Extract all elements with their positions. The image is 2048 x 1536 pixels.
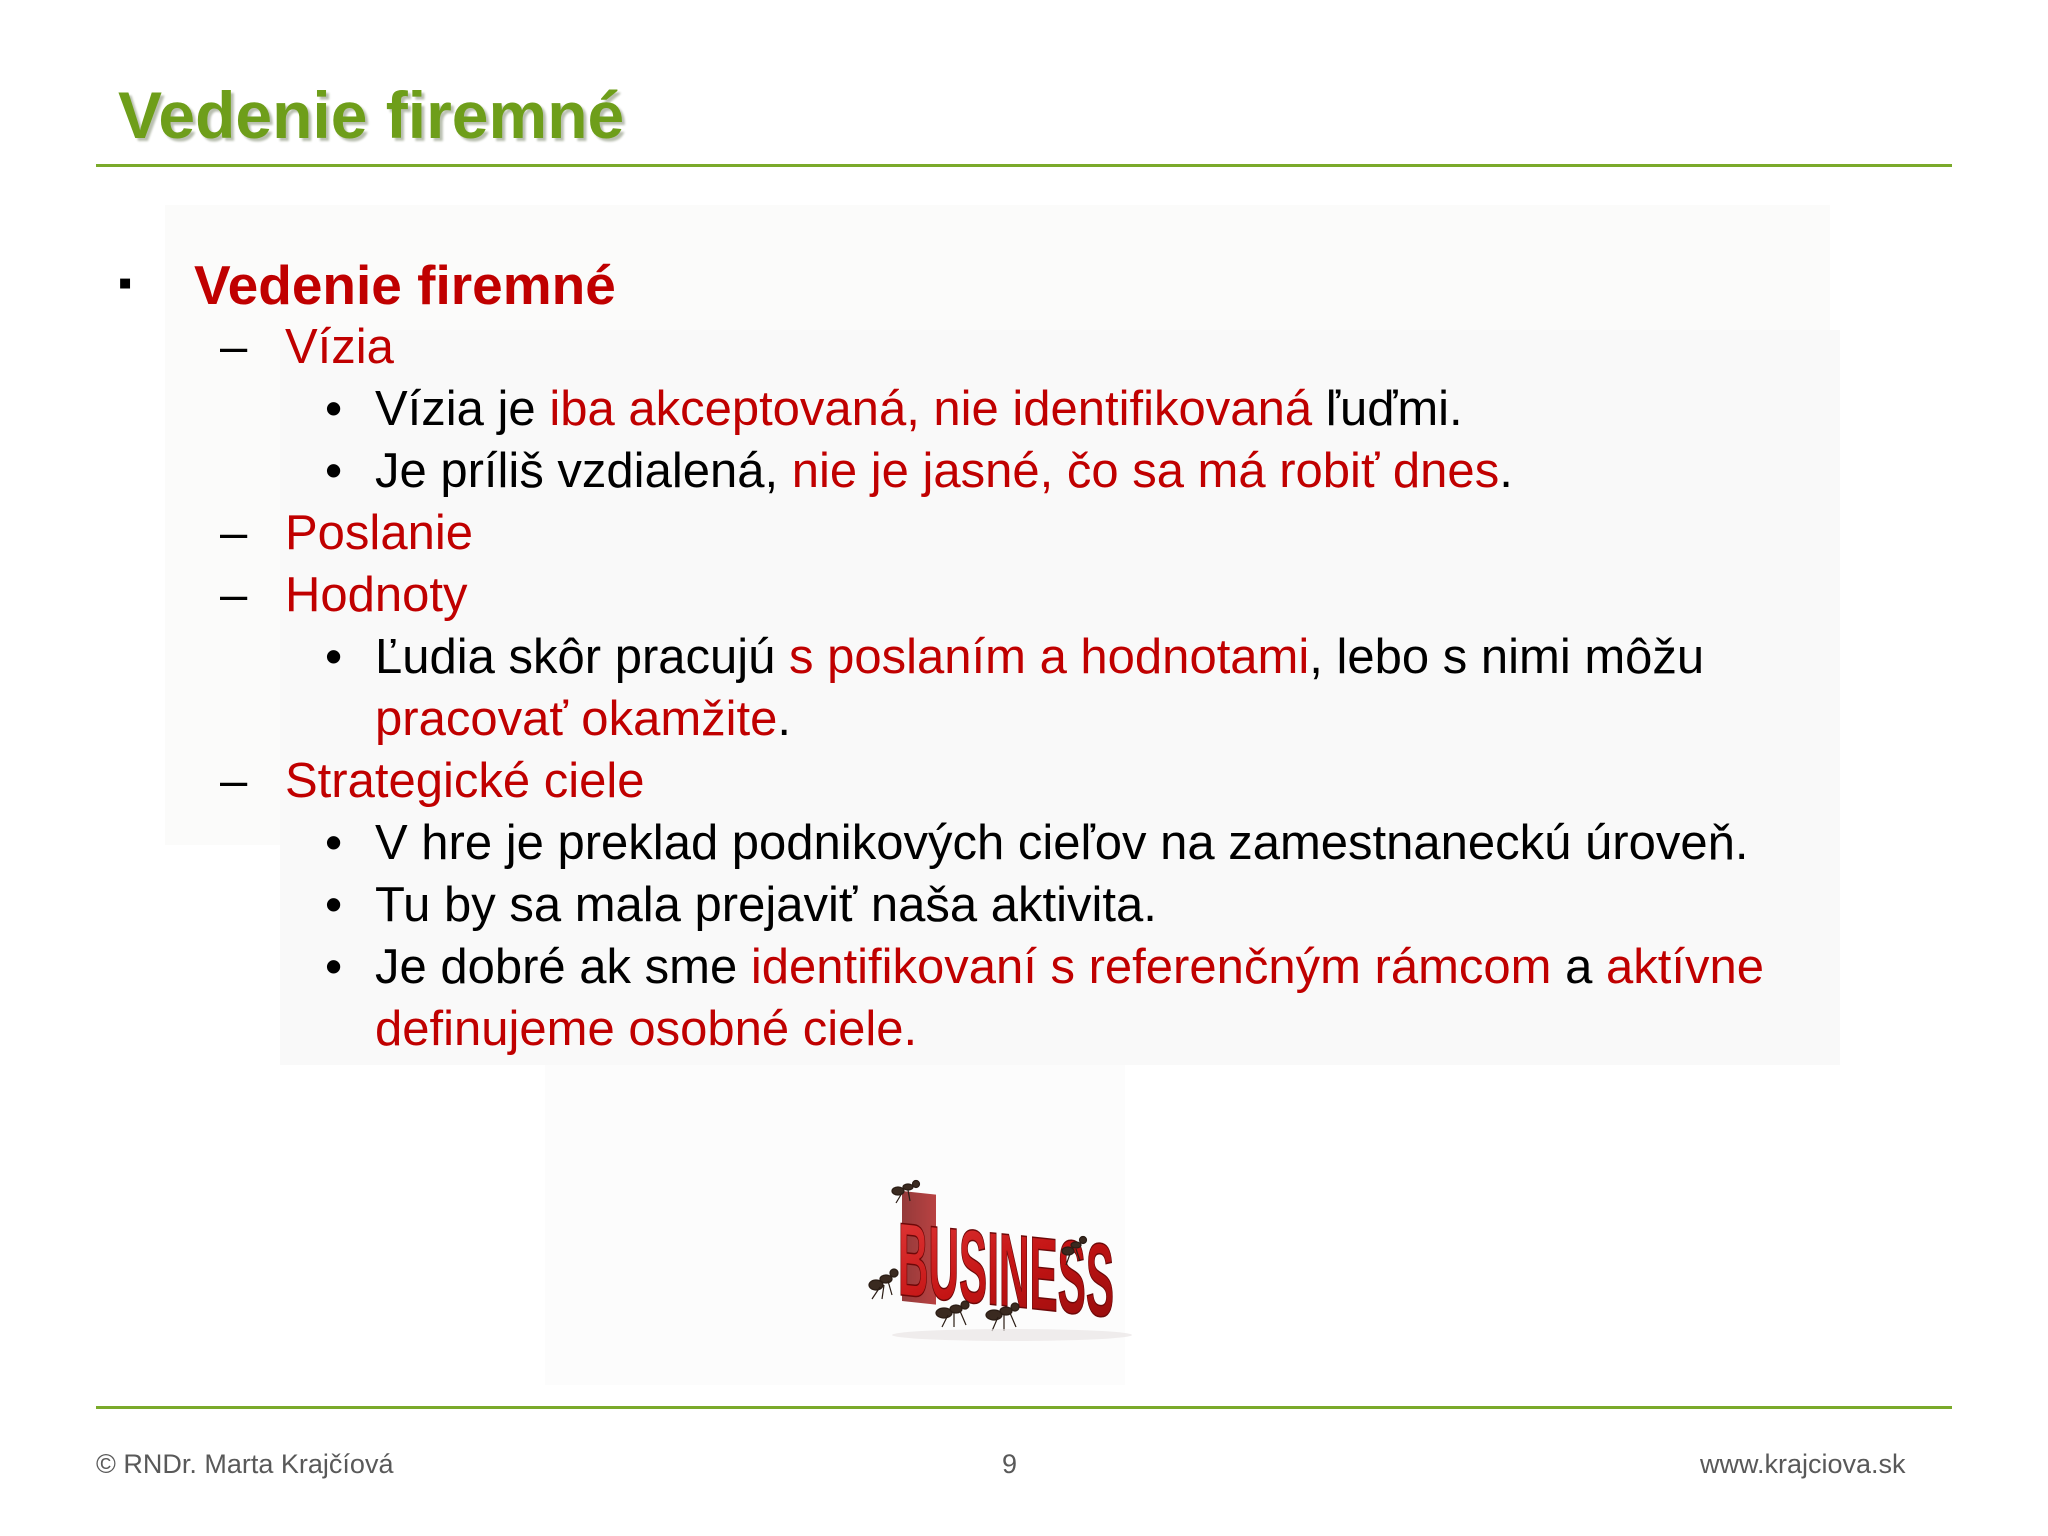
logo-letters: BUSINESS	[898, 1201, 1430, 1374]
dash-bullet: –	[220, 320, 248, 374]
text-run: .	[777, 692, 792, 746]
sub-heading-hodnoty: Hodnoty	[285, 568, 468, 622]
ant-icon	[869, 1269, 898, 1299]
sub-heading-poslanie: Poslanie	[285, 506, 473, 560]
text-run: ľuďmi.	[1312, 382, 1463, 436]
highlight-text: aktívne	[1605, 940, 1764, 994]
sub-heading-ciele: Strategické ciele	[285, 754, 645, 808]
text-run: Ľudia skôr pracujú	[375, 630, 790, 684]
dot-bullet: •	[325, 816, 343, 870]
list-item	[375, 378, 1463, 440]
dot-bullet: •	[325, 878, 343, 932]
business-ants-image	[862, 1165, 1430, 1374]
text-run: a	[1551, 940, 1606, 994]
dash-bullet: –	[220, 568, 248, 622]
dot-bullet: •	[325, 382, 343, 436]
dot-bullet: •	[325, 940, 343, 994]
list-item: Tu by sa mala prejaviť naša aktivita.	[375, 878, 1157, 932]
dash-bullet: –	[220, 506, 248, 560]
text-run: Je príliš vzdialená,	[375, 444, 792, 498]
highlight-text: identifikovaní s referenčným rámcom	[750, 940, 1552, 994]
text-run: Je dobré ak sme	[375, 940, 751, 994]
dash-bullet: –	[220, 754, 248, 808]
dot-bullet: •	[325, 444, 343, 498]
slide-title: Vedenie firemné	[118, 78, 625, 152]
highlight-text: pracovať okamžite	[375, 692, 778, 746]
page-number: 9	[1002, 1449, 1018, 1479]
list-item	[375, 936, 1764, 998]
list-item	[375, 626, 1704, 688]
list-item-continuation	[375, 688, 791, 750]
section-heading: Vedenie firemné	[194, 254, 616, 316]
square-bullet: ▪	[118, 261, 133, 305]
highlight-text: iba akceptovaná, nie identifikovaná	[549, 382, 1313, 436]
business-illustration	[862, 1165, 1430, 1374]
list-item	[375, 440, 1513, 502]
footer-website: www.krajciova.sk	[1700, 1449, 1906, 1479]
footer-author: © RNDr. Marta Krajčíová	[96, 1449, 394, 1479]
text-run: .	[1499, 444, 1513, 498]
highlight-text: nie je jasné, čo sa má robiť dnes	[791, 444, 1500, 498]
list-item: V hre je preklad podnikových cieľov na zamestnaneckú úroveň.	[375, 816, 1749, 870]
sub-heading-vizia: Vízia	[285, 320, 394, 374]
title-divider	[96, 164, 1952, 167]
list-item-continuation: definujeme osobné ciele.	[375, 1002, 918, 1056]
footer-divider	[96, 1406, 1952, 1409]
dot-bullet: •	[325, 630, 343, 684]
text-run: , lebo s nimi môžu	[1309, 630, 1705, 684]
text-run: Vízia je	[375, 382, 550, 436]
highlight-text: s poslaním a hodnotami	[789, 630, 1310, 684]
